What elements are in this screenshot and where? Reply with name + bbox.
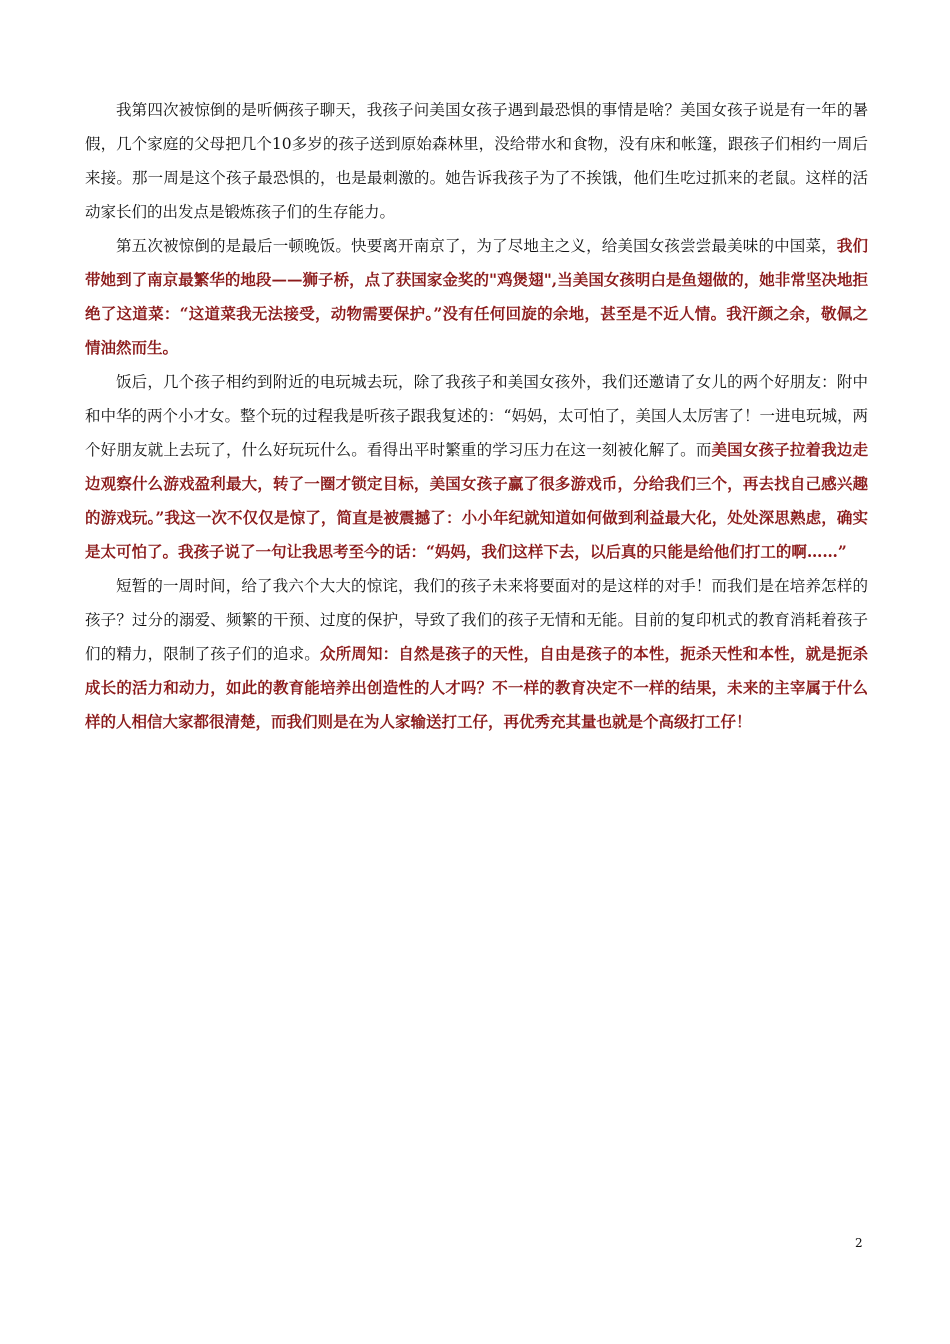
paragraph-1-text: 我第四次被惊倒的是听俩孩子聊天，我孩子问美国女孩子遇到最恐惧的事情是啥？美国女孩子说是有一年的暑假，几个家庭的父母把几个10多岁的孩子送到原始森林里，没给带水和食物，没有床和帐篷，跟孩子们相约一周后来接。那一周是这个孩子最恐惧的，也是最刺激的。她告诉我孩子为了不挨饿，他们生吃过抓来的老鼠。这样的活动家长们的出发点是锻炼孩子们的生存能力。 (85, 101, 868, 221)
paragraph-2 (85, 229, 868, 365)
paragraph-4-highlight: 众所周知：自然是孩子的天性，自由是孩子的本性，扼杀天性和本性，就是扼杀成长的活力和动力，如此的教育能培养出创造性的人才吗？不一样的教育决定不一样的结果，未来的主宰属于什么样的人相信大家都很清楚，而我们则是在为人家输送打工仔，再优秀充其量也就是个高级打工仔！ (85, 644, 868, 731)
paragraph-4 (85, 569, 868, 739)
paragraph-2-highlight: 我们带她到了南京最繁华的地段——狮子桥，点了获国家金奖的"鸡煲翅",当美国女孩明白是鱼翅做的，她非常坚决地拒绝了这道菜：“这道菜我无法接受，动物需要保护。”没有任何回旋的余地，甚至是不近人情。我汗颜之余，敬佩之情油然而生。 (85, 236, 868, 357)
page-number: 2 (855, 1236, 863, 1250)
paragraph-3-highlight: 美国女孩子拉着我边走边观察什么游戏盈利最大，转了一圈才锁定目标，美国女孩子赢了很多游戏币，分给我们三个，再去找自己感兴趣的游戏玩。”我这一次不仅仅是惊了，简直是被震撼了：小小年纪就知道如何做到利益最大化，处处深思熟虑，确实是太可怕了。我孩子说了一句让我思考至今的话：“妈妈，我们这样下去，以后真的只能是给他们打工的啊……” (85, 440, 868, 561)
paragraph-1 (85, 93, 868, 229)
paragraph-2-text: 第五次被惊倒的是最后一顿晚饭。快要离开南京了，为了尽地主之义，给美国女孩尝尝最美味的中国菜， (116, 237, 837, 255)
paragraph-4-text: 短暂的一周时间，给了我六个大大的惊诧，我们的孩子未来将要面对的是这样的对手！而我们是在培养怎样的孩子？过分的溺爱、频繁的干预、过度的保护，导致了我们的孩子无情和无能。目前的复印机式的教育消耗着孩子们的精力，限制了孩子们的追求。 (85, 577, 868, 663)
paragraph-3-text: 饭后，几个孩子相约到附近的电玩城去玩，除了我孩子和美国女孩外，我们还邀请了女儿的两个好朋友：附中和中华的两个小才女。整个玩的过程我是听孩子跟我复述的：“妈妈，太可怕了，美国人太厉害了！一进电玩城，两个好朋友就上去玩了，什么好玩玩什么。看得出平时繁重的学习压力在这一刻被化解了。而 (85, 373, 868, 459)
paragraph-3 (85, 365, 868, 569)
document-body (85, 93, 868, 739)
